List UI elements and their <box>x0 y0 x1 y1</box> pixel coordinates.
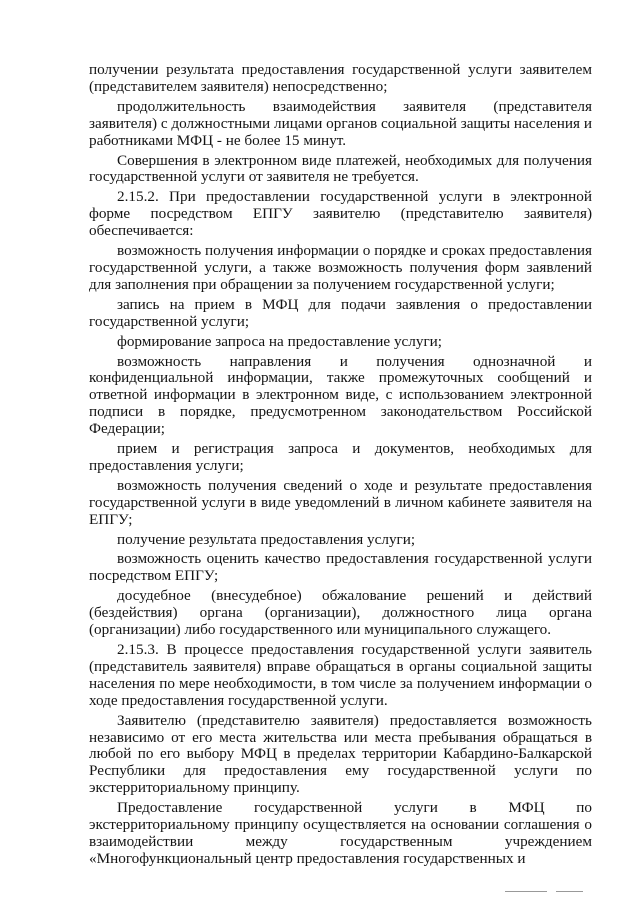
paragraph-quality-rating: возможность оценить качество предоставления государственной услуги посредством ЕПГУ; <box>89 550 592 585</box>
footer-divider-left <box>505 891 547 892</box>
paragraph-request-forming: формирование запроса на предоставление услуги; <box>117 332 443 350</box>
paragraph-any-mfc: Заявителю (представителю заявителя) предоставляется возможность независимо от его места жительства или места пребывания обращаться в любой по его выбору МФЦ в пределах территории Кабардино-Балкарской Республики для предоставления ему государственной услуги по экстерриториальному принципу. <box>89 711 592 797</box>
paragraph-confidential-info: возможность направления и получения однозначной и конфиденциальной информации, также промежуточных сообщений и ответной информации в электронном виде, с использованием электронной подписи в порядке, предусмотренном законодательством Российской Федерации; <box>89 352 592 438</box>
paragraph-2-15-2: 2.15.2. При предоставлении государственной услуги в электронной форме посредством ЕПГУ заявителю (представителю заявителя) обеспечивается: <box>89 188 592 240</box>
paragraph-mfc-appointment: запись на прием в МФЦ для подачи заявления о предоставлении государственной услуги; <box>89 295 592 330</box>
paragraph-2-15-3: 2.15.3. В процессе предоставления государственной услуги заявитель (представитель заявителя) вправе обращаться в органы социальной защиты населения по мере необходимости, в том числе за получением информации о ходе предоставления государственной услуги. <box>89 641 592 709</box>
paragraph-extraterritorial: Предоставление государственной услуги в МФЦ по экстерриториальному принципу осуществляется на основании соглашения о взаимодействии между государственным учреждением «Многофункциональный центр предоставления государственных и <box>89 799 592 867</box>
footer-divider-right <box>556 891 583 892</box>
paragraph-pretrial-appeal: досудебное (внесудебное) обжалование решений и действий (бездействия) органа (организации), должностного лица органа (организации) либо государственного или муниципального служащего. <box>89 587 592 639</box>
paragraph-request-registration: прием и регистрация запроса и документов, необходимых для предоставления услуги; <box>89 440 592 474</box>
paragraph-interaction-duration: продолжительность взаимодействия заявителя (представителя заявителя) с должностными лицами органов социальной защиты населения и работниками МФЦ - не более 15 минут. <box>89 97 592 149</box>
paragraph-result-receipt: получении результата предоставления государственной услуги заявителем (представителем заявителя) непосредственно; <box>89 61 592 95</box>
paragraph-electronic-payments: Совершения в электронном виде платежей, необходимых для получения государственной услуги от заявителя не требуется. <box>89 151 592 186</box>
document-page <box>89 62 592 871</box>
paragraph-progress-info: возможность получения сведений о ходе и результате предоставления государственной услуги в виде уведомлений в личном кабинете заявителя на ЕПГУ; <box>89 476 592 528</box>
paragraph-result-obtaining: получение результата предоставления услуги; <box>117 530 416 548</box>
paragraph-info-access: возможность получения информации о порядке и сроках предоставления государственной услуги, а также возможность получения форм заявлений для заполнения при обращении за получением государственной услуги; <box>89 242 592 293</box>
